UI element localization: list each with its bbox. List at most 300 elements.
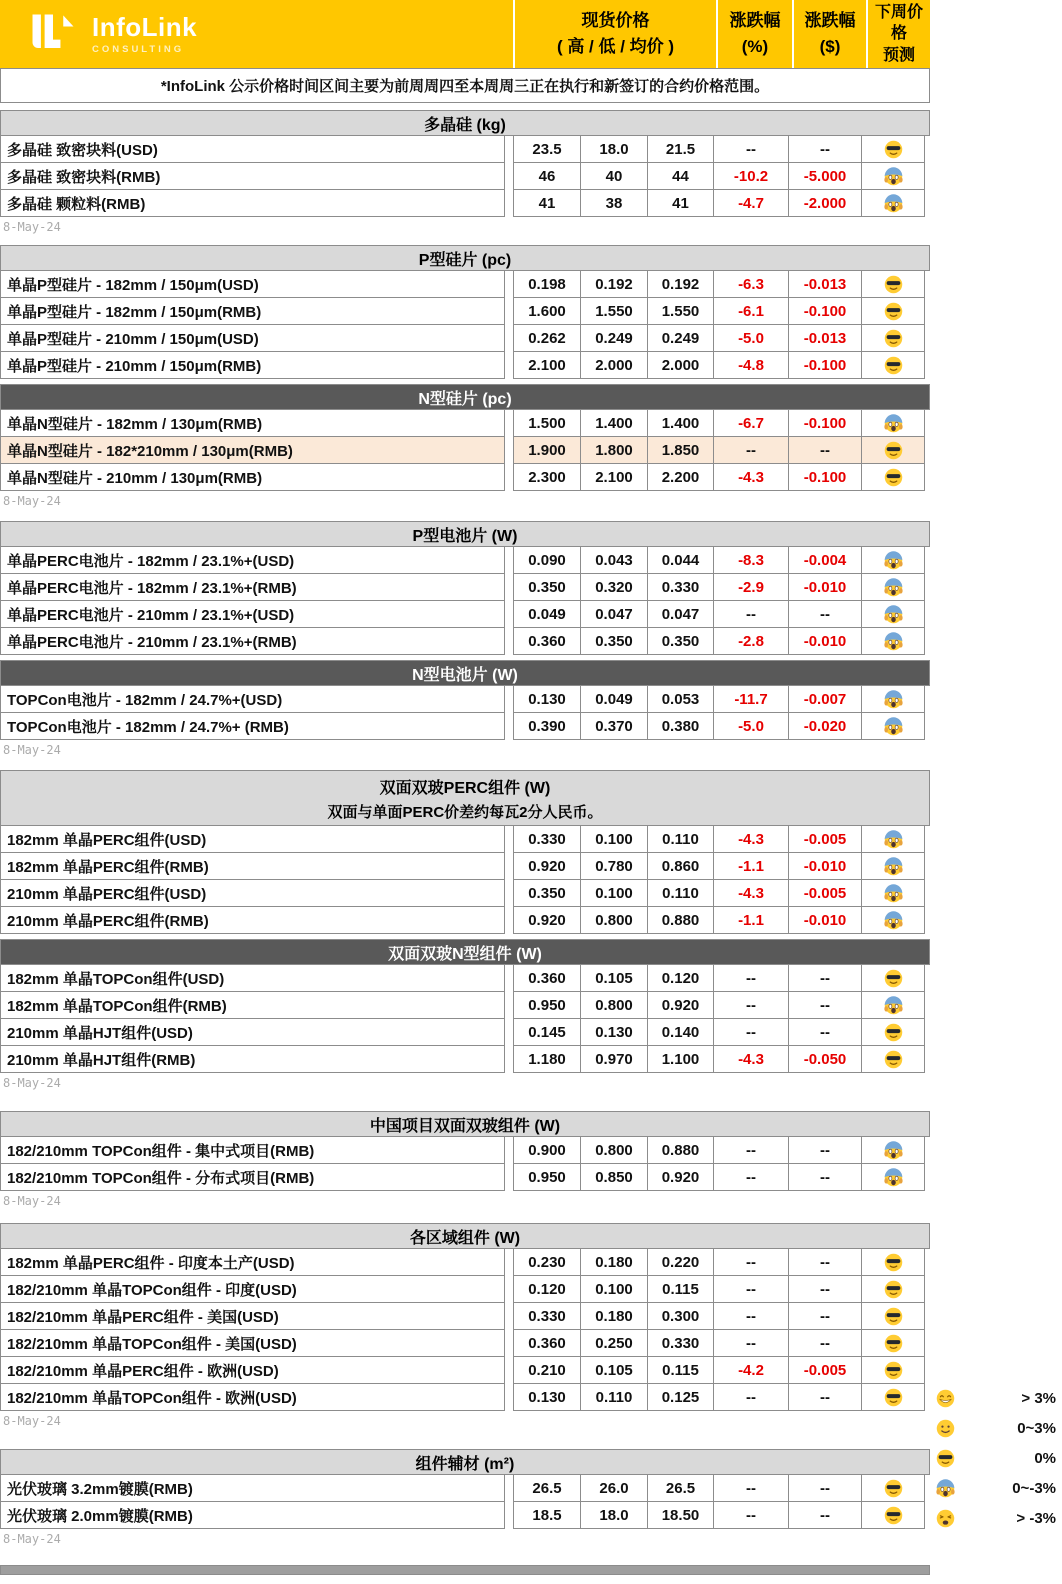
- product-name-cell: 182/210mm 单晶TOPCon组件 - 美国(USD): [0, 1329, 505, 1357]
- section-header: [0, 1223, 930, 1249]
- section-date: 8-May-24: [3, 1076, 61, 1090]
- cool-emoji-icon: [884, 275, 903, 294]
- forecast-cell: [861, 964, 925, 992]
- table-row: [0, 409, 930, 437]
- section-title: 双面双玻N型组件 (W): [388, 945, 542, 963]
- change-dollar-cell: -0.100: [788, 351, 862, 379]
- change-dollar-cell: -0.005: [788, 825, 862, 853]
- price-high-cell: 26.5: [513, 1474, 581, 1502]
- price-avg-cell: 0.880: [647, 1136, 714, 1164]
- product-name-cell: 182/210mm 单晶TOPCon组件 - 印度(USD): [0, 1275, 505, 1303]
- price-avg-cell: 0.140: [647, 1018, 714, 1046]
- price-avg-cell: 0.300: [647, 1302, 714, 1330]
- price-avg-cell: 0.860: [647, 852, 714, 880]
- table-row: [0, 162, 930, 190]
- forecast-cell: [861, 1045, 925, 1073]
- change-percent-cell: -1.1: [713, 852, 789, 880]
- cool-emoji-icon: [884, 329, 903, 348]
- price-high-cell: 0.145: [513, 1018, 581, 1046]
- price-avg-cell: 41: [647, 189, 714, 217]
- cell-gap: [505, 546, 513, 574]
- change-percent-cell: --: [713, 1136, 789, 1164]
- change-dollar-cell: --: [788, 1329, 862, 1357]
- product-name-cell: 210mm 单晶HJT组件(RMB): [0, 1045, 505, 1073]
- column-header-change-percent: [716, 0, 792, 68]
- price-low-cell: 2.100: [580, 463, 648, 491]
- forecast-cell: [861, 1275, 925, 1303]
- change-percent-cell: -1.1: [713, 906, 789, 934]
- price-section: [0, 939, 930, 1091]
- forecast-cell: [861, 1018, 925, 1046]
- price-avg-cell: 0.220: [647, 1248, 714, 1276]
- price-low-cell: 38: [580, 189, 648, 217]
- change-percent-cell: --: [713, 1163, 789, 1191]
- price-high-cell: 0.130: [513, 685, 581, 713]
- change-percent-cell: -5.0: [713, 324, 789, 352]
- cell-gap: [505, 712, 513, 740]
- change-dollar-cell: -0.013: [788, 270, 862, 298]
- section-header: [0, 245, 930, 271]
- change-percent-cell: --: [713, 1275, 789, 1303]
- cell-gap: [505, 906, 513, 934]
- change-percent-cell: --: [713, 436, 789, 464]
- change-percent-cell: -2.8: [713, 627, 789, 655]
- cool-emoji-icon: [884, 302, 903, 321]
- product-name-cell: 182mm 单晶PERC组件(USD): [0, 825, 505, 853]
- product-name-cell: 单晶P型硅片 - 210mm / 150μm(RMB): [0, 351, 505, 379]
- column-header-line: ($): [819, 37, 841, 56]
- price-low-cell: 2.000: [580, 351, 648, 379]
- section-title: 组件辅材 (m²): [415, 1455, 515, 1473]
- cool-emoji-icon: [884, 140, 903, 159]
- scream-emoji-icon: [884, 857, 903, 876]
- change-dollar-cell: --: [788, 1275, 862, 1303]
- cell-gap: [505, 627, 513, 655]
- change-percent-cell: -6.7: [713, 409, 789, 437]
- change-dollar-cell: -0.050: [788, 1045, 862, 1073]
- scream-emoji-icon: [884, 690, 903, 709]
- section-title: P型电池片 (W): [412, 527, 518, 545]
- price-avg-cell: 0.044: [647, 546, 714, 574]
- price-section: [0, 1223, 930, 1429]
- forecast-cell: [861, 879, 925, 907]
- price-low-cell: 0.100: [580, 879, 648, 907]
- table-row: [0, 1329, 930, 1357]
- price-avg-cell: 0.880: [647, 906, 714, 934]
- price-high-cell: 0.049: [513, 600, 581, 628]
- change-dollar-cell: --: [788, 1474, 862, 1502]
- product-name-cell: 210mm 单晶HJT组件(USD): [0, 1018, 505, 1046]
- table-row: [0, 270, 930, 298]
- price-low-cell: 18.0: [580, 135, 648, 163]
- change-dollar-cell: --: [788, 1302, 862, 1330]
- cell-gap: [505, 879, 513, 907]
- product-name-cell: 182/210mm TOPCon组件 - 集中式项目(RMB): [0, 1136, 505, 1164]
- price-avg-cell: 0.047: [647, 600, 714, 628]
- forecast-cell: [861, 712, 925, 740]
- column-header-line: 涨跌幅: [729, 10, 781, 30]
- price-low-cell: 0.850: [580, 1163, 648, 1191]
- price-section: [0, 521, 930, 655]
- cell-gap: [505, 825, 513, 853]
- change-percent-cell: -4.7: [713, 189, 789, 217]
- cell-gap: [505, 1302, 513, 1330]
- scream-emoji-icon: [884, 830, 903, 849]
- forecast-cell: [861, 627, 925, 655]
- cell-gap: [505, 685, 513, 713]
- forecast-cell: [861, 351, 925, 379]
- section-header: [0, 384, 930, 410]
- table-row: [0, 436, 930, 464]
- cell-gap: [505, 135, 513, 163]
- cell-gap: [505, 1501, 513, 1529]
- cell-gap: [505, 436, 513, 464]
- cell-gap: [505, 270, 513, 298]
- price-high-cell: 0.350: [513, 573, 581, 601]
- section-title: N型电池片 (W): [412, 666, 518, 684]
- section-subtitle: 双面与单面PERC价差约每瓦2分人民币。: [327, 803, 603, 821]
- product-name-cell: 光伏玻璃 2.0mm镀膜(RMB): [0, 1501, 505, 1529]
- column-header-line: 下周价格: [874, 3, 923, 43]
- forecast-cell: [861, 297, 925, 325]
- product-name-cell: 210mm 单晶PERC组件(USD): [0, 879, 505, 907]
- table-row: [0, 852, 930, 880]
- forecast-cell: [861, 463, 925, 491]
- change-dollar-cell: -0.100: [788, 463, 862, 491]
- product-name-cell: 182/210mm 单晶PERC组件 - 美国(USD): [0, 1302, 505, 1330]
- table-row: [0, 825, 930, 853]
- forecast-cell: [861, 600, 925, 628]
- forecast-cell: [861, 825, 925, 853]
- price-high-cell: 0.130: [513, 1383, 581, 1411]
- change-dollar-cell: --: [788, 991, 862, 1019]
- table-row: [0, 1383, 930, 1411]
- product-name-cell: 182mm 单晶PERC组件(RMB): [0, 852, 505, 880]
- column-header-line: 涨跌幅: [804, 10, 856, 30]
- column-header-change-dollar: [792, 0, 866, 68]
- table-row: [0, 324, 930, 352]
- price-low-cell: 0.180: [580, 1302, 648, 1330]
- forecast-cell: [861, 1163, 925, 1191]
- legend-label: 0%: [1034, 1449, 1056, 1467]
- price-low-cell: 40: [580, 162, 648, 190]
- cell-gap: [505, 1136, 513, 1164]
- change-percent-cell: --: [713, 1018, 789, 1046]
- product-name-cell: 多晶硅 致密块料(USD): [0, 135, 505, 163]
- column-header-line: ( 高 / 低 / 均价 ): [556, 37, 675, 56]
- change-percent-cell: -6.1: [713, 297, 789, 325]
- change-dollar-cell: -5.000: [788, 162, 862, 190]
- table-row: [0, 1163, 930, 1191]
- section-title: 中国项目双面双玻组件 (W): [369, 1117, 561, 1135]
- cell-gap: [505, 964, 513, 992]
- cell-gap: [505, 1474, 513, 1502]
- section-date: 8-May-24: [3, 1414, 61, 1428]
- price-avg-cell: 0.125: [647, 1383, 714, 1411]
- change-dollar-cell: --: [788, 1163, 862, 1191]
- price-low-cell: 0.100: [580, 825, 648, 853]
- cool-emoji-icon: [884, 1023, 903, 1042]
- price-section: [0, 770, 930, 934]
- price-high-cell: 0.330: [513, 825, 581, 853]
- price-avg-cell: 1.550: [647, 297, 714, 325]
- product-name-cell: 单晶PERC电池片 - 210mm / 23.1%+(USD): [0, 600, 505, 628]
- section-date: 8-May-24: [3, 1194, 61, 1208]
- price-low-cell: 0.105: [580, 1356, 648, 1384]
- cool-emoji-icon: [884, 356, 903, 375]
- change-dollar-cell: -0.004: [788, 546, 862, 574]
- scream-emoji-icon: [884, 194, 903, 213]
- forecast-cell: [861, 135, 925, 163]
- forecast-cell: [861, 270, 925, 298]
- price-high-cell: 0.262: [513, 324, 581, 352]
- table-header: [0, 0, 930, 68]
- scream-emoji-icon: [884, 1168, 903, 1187]
- change-percent-cell: -6.3: [713, 270, 789, 298]
- change-dollar-cell: -0.005: [788, 879, 862, 907]
- price-high-cell: 1.500: [513, 409, 581, 437]
- section-date: 8-May-24: [3, 220, 61, 234]
- change-percent-cell: --: [713, 1329, 789, 1357]
- section-header: [0, 1449, 930, 1475]
- table-row: [0, 1474, 930, 1502]
- price-avg-cell: 0.192: [647, 270, 714, 298]
- cool-emoji-icon: [884, 1361, 903, 1380]
- change-percent-cell: --: [713, 1383, 789, 1411]
- table-row: [0, 463, 930, 491]
- section-title: N型硅片 (pc): [418, 390, 512, 408]
- scream-emoji-icon: [884, 1141, 903, 1160]
- price-high-cell: 0.950: [513, 1163, 581, 1191]
- change-percent-cell: -4.2: [713, 1356, 789, 1384]
- cell-gap: [505, 1163, 513, 1191]
- change-dollar-cell: --: [788, 1018, 862, 1046]
- price-low-cell: 0.047: [580, 600, 648, 628]
- change-percent-cell: --: [713, 991, 789, 1019]
- infolink-monogram-icon: [26, 12, 80, 56]
- forecast-cell: [861, 852, 925, 880]
- price-high-cell: 0.090: [513, 546, 581, 574]
- change-dollar-cell: -0.020: [788, 712, 862, 740]
- table-row: [0, 685, 930, 713]
- legend-label: > 3%: [1021, 1389, 1056, 1407]
- cool-emoji-icon: [936, 1449, 955, 1468]
- product-name-cell: 单晶P型硅片 - 182mm / 150μm(USD): [0, 270, 505, 298]
- price-avg-cell: 1.100: [647, 1045, 714, 1073]
- price-avg-cell: 2.000: [647, 351, 714, 379]
- change-percent-cell: --: [713, 1248, 789, 1276]
- change-percent-cell: -10.2: [713, 162, 789, 190]
- forecast-cell: [861, 1302, 925, 1330]
- change-dollar-cell: --: [788, 436, 862, 464]
- cool-emoji-icon: [884, 441, 903, 460]
- section-date: 8-May-24: [3, 743, 61, 757]
- change-dollar-cell: -0.100: [788, 297, 862, 325]
- price-low-cell: 0.370: [580, 712, 648, 740]
- forecast-cell: [861, 685, 925, 713]
- price-low-cell: 0.320: [580, 573, 648, 601]
- cool-emoji-icon: [884, 1253, 903, 1272]
- product-name-cell: TOPCon电池片 - 182mm / 24.7%+(USD): [0, 685, 505, 713]
- cell-gap: [505, 1248, 513, 1276]
- table-row: [0, 1302, 930, 1330]
- price-avg-cell: 0.380: [647, 712, 714, 740]
- brand-subtitle: CONSULTING: [92, 43, 185, 55]
- change-dollar-cell: -0.007: [788, 685, 862, 713]
- price-low-cell: 0.800: [580, 1136, 648, 1164]
- scream-emoji-icon: [884, 632, 903, 651]
- forecast-cell: [861, 324, 925, 352]
- price-avg-cell: 0.330: [647, 1329, 714, 1357]
- price-high-cell: 2.300: [513, 463, 581, 491]
- product-name-cell: 单晶N型硅片 - 182*210mm / 130μm(RMB): [0, 436, 505, 464]
- price-high-cell: 1.900: [513, 436, 581, 464]
- scream-emoji-icon: [884, 605, 903, 624]
- cell-gap: [505, 1045, 513, 1073]
- price-low-cell: 0.049: [580, 685, 648, 713]
- brand-name: InfoLink: [92, 11, 198, 42]
- price-section: [0, 110, 930, 235]
- legend-label: > -3%: [1016, 1509, 1056, 1527]
- change-dollar-cell: -0.010: [788, 627, 862, 655]
- legend-label: 0~3%: [1017, 1419, 1056, 1437]
- price-low-cell: 0.970: [580, 1045, 648, 1073]
- section-header: [0, 939, 930, 965]
- scream-emoji-icon: [884, 414, 903, 433]
- scream-emoji-icon: [884, 551, 903, 570]
- price-section: [0, 384, 930, 509]
- forecast-cell: [861, 1474, 925, 1502]
- price-section: [0, 1449, 930, 1547]
- price-high-cell: 0.330: [513, 1302, 581, 1330]
- product-name-cell: 光伏玻璃 3.2mm镀膜(RMB): [0, 1474, 505, 1502]
- sad-emoji-icon: [936, 1509, 955, 1528]
- product-name-cell: 多晶硅 颗粒料(RMB): [0, 189, 505, 217]
- price-high-cell: 41: [513, 189, 581, 217]
- product-name-cell: 182/210mm 单晶TOPCon组件 - 欧洲(USD): [0, 1383, 505, 1411]
- table-row: [0, 573, 930, 601]
- cell-gap: [505, 573, 513, 601]
- scream-emoji-icon: [884, 911, 903, 930]
- change-percent-cell: -4.3: [713, 825, 789, 853]
- product-name-cell: 单晶P型硅片 - 210mm / 150μm(USD): [0, 324, 505, 352]
- section-header: [0, 110, 930, 136]
- change-percent-cell: -11.7: [713, 685, 789, 713]
- section-header: [0, 521, 930, 547]
- change-dollar-cell: -0.100: [788, 409, 862, 437]
- forecast-cell: [861, 436, 925, 464]
- price-avg-cell: 18.50: [647, 1501, 714, 1529]
- price-high-cell: 1.600: [513, 297, 581, 325]
- price-low-cell: 0.192: [580, 270, 648, 298]
- table-row: [0, 1356, 930, 1384]
- forecast-cell: [861, 1501, 925, 1529]
- legend-item: [936, 1503, 1056, 1533]
- forecast-cell: [861, 546, 925, 574]
- table-row: [0, 1045, 930, 1073]
- price-low-cell: 1.550: [580, 297, 648, 325]
- cell-gap: [505, 600, 513, 628]
- price-high-cell: 18.5: [513, 1501, 581, 1529]
- forecast-cell: [861, 573, 925, 601]
- price-avg-cell: 0.249: [647, 324, 714, 352]
- price-avg-cell: 0.053: [647, 685, 714, 713]
- table-row: [0, 1501, 930, 1529]
- price-high-cell: 0.900: [513, 1136, 581, 1164]
- price-avg-cell: 0.115: [647, 1356, 714, 1384]
- price-section: [0, 660, 930, 758]
- price-high-cell: 46: [513, 162, 581, 190]
- product-name-cell: 多晶硅 致密块料(RMB): [0, 162, 505, 190]
- disclaimer-note: *InfoLink 公示价格时间区间主要为前周周四至本周周三正在执行和新签订的合约价格范围。: [0, 68, 930, 103]
- change-dollar-cell: --: [788, 1383, 862, 1411]
- price-high-cell: 0.360: [513, 964, 581, 992]
- cell-gap: [505, 463, 513, 491]
- product-name-cell: 单晶N型硅片 - 182mm / 130μm(RMB): [0, 409, 505, 437]
- forecast-cell: [861, 1356, 925, 1384]
- change-percent-cell: -2.9: [713, 573, 789, 601]
- price-high-cell: 0.920: [513, 906, 581, 934]
- section-header: [0, 770, 930, 826]
- forecast-cell: [861, 1329, 925, 1357]
- price-low-cell: 0.800: [580, 991, 648, 1019]
- price-avg-cell: 44: [647, 162, 714, 190]
- change-percent-cell: --: [713, 600, 789, 628]
- sections-container: [0, 110, 930, 1547]
- change-dollar-cell: -0.010: [788, 573, 862, 601]
- change-dollar-cell: -0.013: [788, 324, 862, 352]
- cool-emoji-icon: [884, 1050, 903, 1069]
- price-avg-cell: 0.330: [647, 573, 714, 601]
- scream-emoji-icon: [884, 578, 903, 597]
- price-high-cell: 0.350: [513, 879, 581, 907]
- table-row: [0, 1136, 930, 1164]
- product-name-cell: 210mm 单晶PERC组件(RMB): [0, 906, 505, 934]
- price-high-cell: 0.390: [513, 712, 581, 740]
- price-low-cell: 0.043: [580, 546, 648, 574]
- change-percent-cell: --: [713, 1501, 789, 1529]
- cell-gap: [505, 189, 513, 217]
- change-percent-cell: -5.0: [713, 712, 789, 740]
- cool-emoji-icon: [884, 1307, 903, 1326]
- scream-emoji-icon: [884, 996, 903, 1015]
- cool-emoji-icon: [884, 1506, 903, 1525]
- change-percent-cell: -4.3: [713, 1045, 789, 1073]
- change-dollar-cell: --: [788, 964, 862, 992]
- cell-gap: [505, 324, 513, 352]
- price-high-cell: 0.210: [513, 1356, 581, 1384]
- table-row: [0, 189, 930, 217]
- table-row: [0, 712, 930, 740]
- forecast-legend: [936, 1383, 1056, 1533]
- scream-emoji-icon: [884, 167, 903, 186]
- forecast-cell: [861, 1383, 925, 1411]
- product-name-cell: 182mm 单晶TOPCon组件(USD): [0, 964, 505, 992]
- change-percent-cell: -4.8: [713, 351, 789, 379]
- price-high-cell: 0.360: [513, 627, 581, 655]
- change-dollar-cell: -0.010: [788, 852, 862, 880]
- table-row: [0, 600, 930, 628]
- price-high-cell: 2.100: [513, 351, 581, 379]
- infolink-logo: [0, 0, 513, 68]
- price-high-cell: 0.950: [513, 991, 581, 1019]
- column-header-forecast: [866, 0, 930, 68]
- table-row: [0, 991, 930, 1019]
- change-dollar-cell: --: [788, 135, 862, 163]
- section-date: 8-May-24: [3, 494, 61, 508]
- price-avg-cell: 0.920: [647, 991, 714, 1019]
- change-dollar-cell: --: [788, 600, 862, 628]
